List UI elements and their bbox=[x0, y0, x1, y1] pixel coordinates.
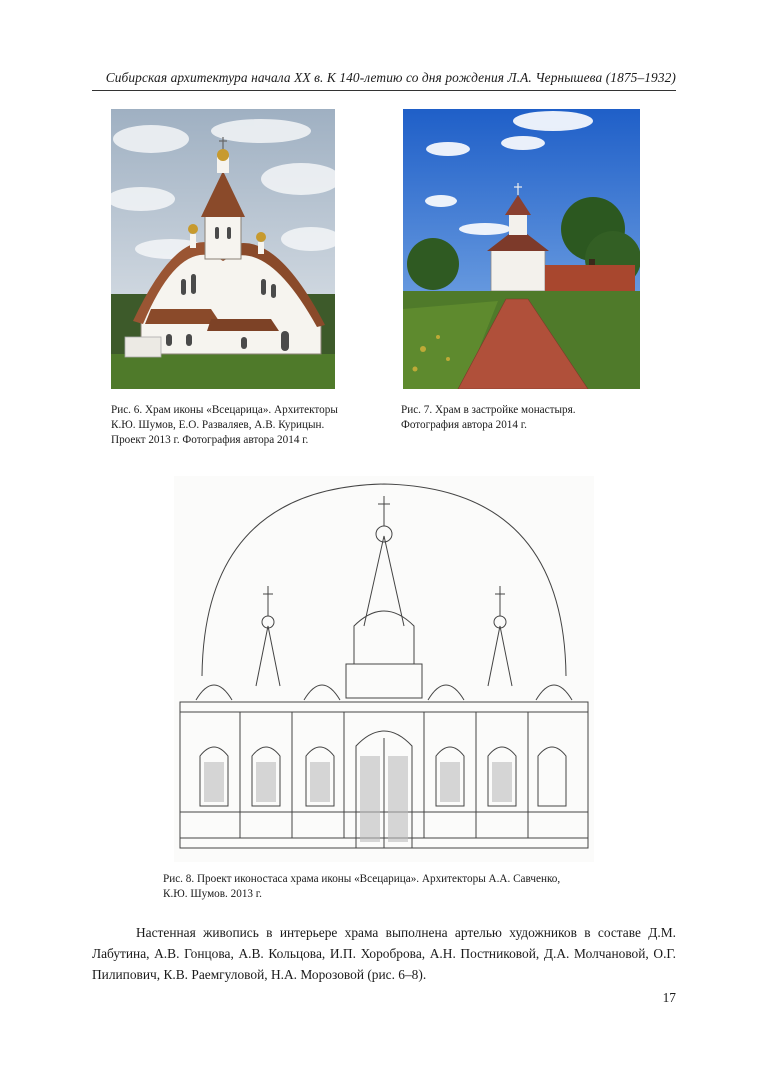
body-paragraph bbox=[92, 922, 676, 985]
iconostasis-drawing-illustration bbox=[174, 476, 594, 862]
monastery-photo-illustration bbox=[403, 109, 640, 389]
page-number: 17 bbox=[662, 990, 676, 1005]
body-paragraph-text: Настенная живопись в интерьере храма выполнена артелью художников в составе Д.М. Лабутина, А.В. Гонцова, А.В. Кольцова, И.П. Хороброва, А.Н. Постниковой, Д.А. Молчановой, О.Г. Пилипович, К.В. Раемгуловой, Н.А. Морозовой (рис. 6–8). bbox=[92, 925, 676, 982]
figure-7-caption bbox=[401, 403, 651, 433]
church-photo-illustration bbox=[111, 109, 335, 389]
figure-6-caption bbox=[111, 403, 371, 448]
caption-line: К.Ю. Шумов. 2013 г. bbox=[163, 888, 262, 900]
header-rule bbox=[92, 90, 676, 91]
running-header: Сибирская архитектура начала XX в. К 140-летию со дня рождения Л.А. Чернышева (1875–1932) bbox=[105, 70, 676, 85]
caption-line: Рис. 8. Проект иконостаса храма иконы «Всецарица». Архитекторы А.А. Савченко, bbox=[163, 873, 561, 885]
caption-line: Фотография автора 2014 г. bbox=[401, 419, 527, 431]
figure-6-church-photo bbox=[111, 109, 335, 389]
figure-8-iconostasis-drawing bbox=[174, 476, 594, 862]
caption-line: Рис. 7. Храм в застройке монастыря. bbox=[401, 404, 576, 416]
figure-8-caption bbox=[163, 872, 633, 902]
figure-7-monastery-photo bbox=[403, 109, 640, 389]
caption-line: К.Ю. Шумов, Е.О. Разваляев, А.В. Курицын. bbox=[111, 419, 325, 431]
caption-line: Рис. 6. Храм иконы «Всецарица». Архитекторы bbox=[111, 404, 338, 416]
caption-line: Проект 2013 г. Фотография автора 2014 г. bbox=[111, 434, 309, 446]
